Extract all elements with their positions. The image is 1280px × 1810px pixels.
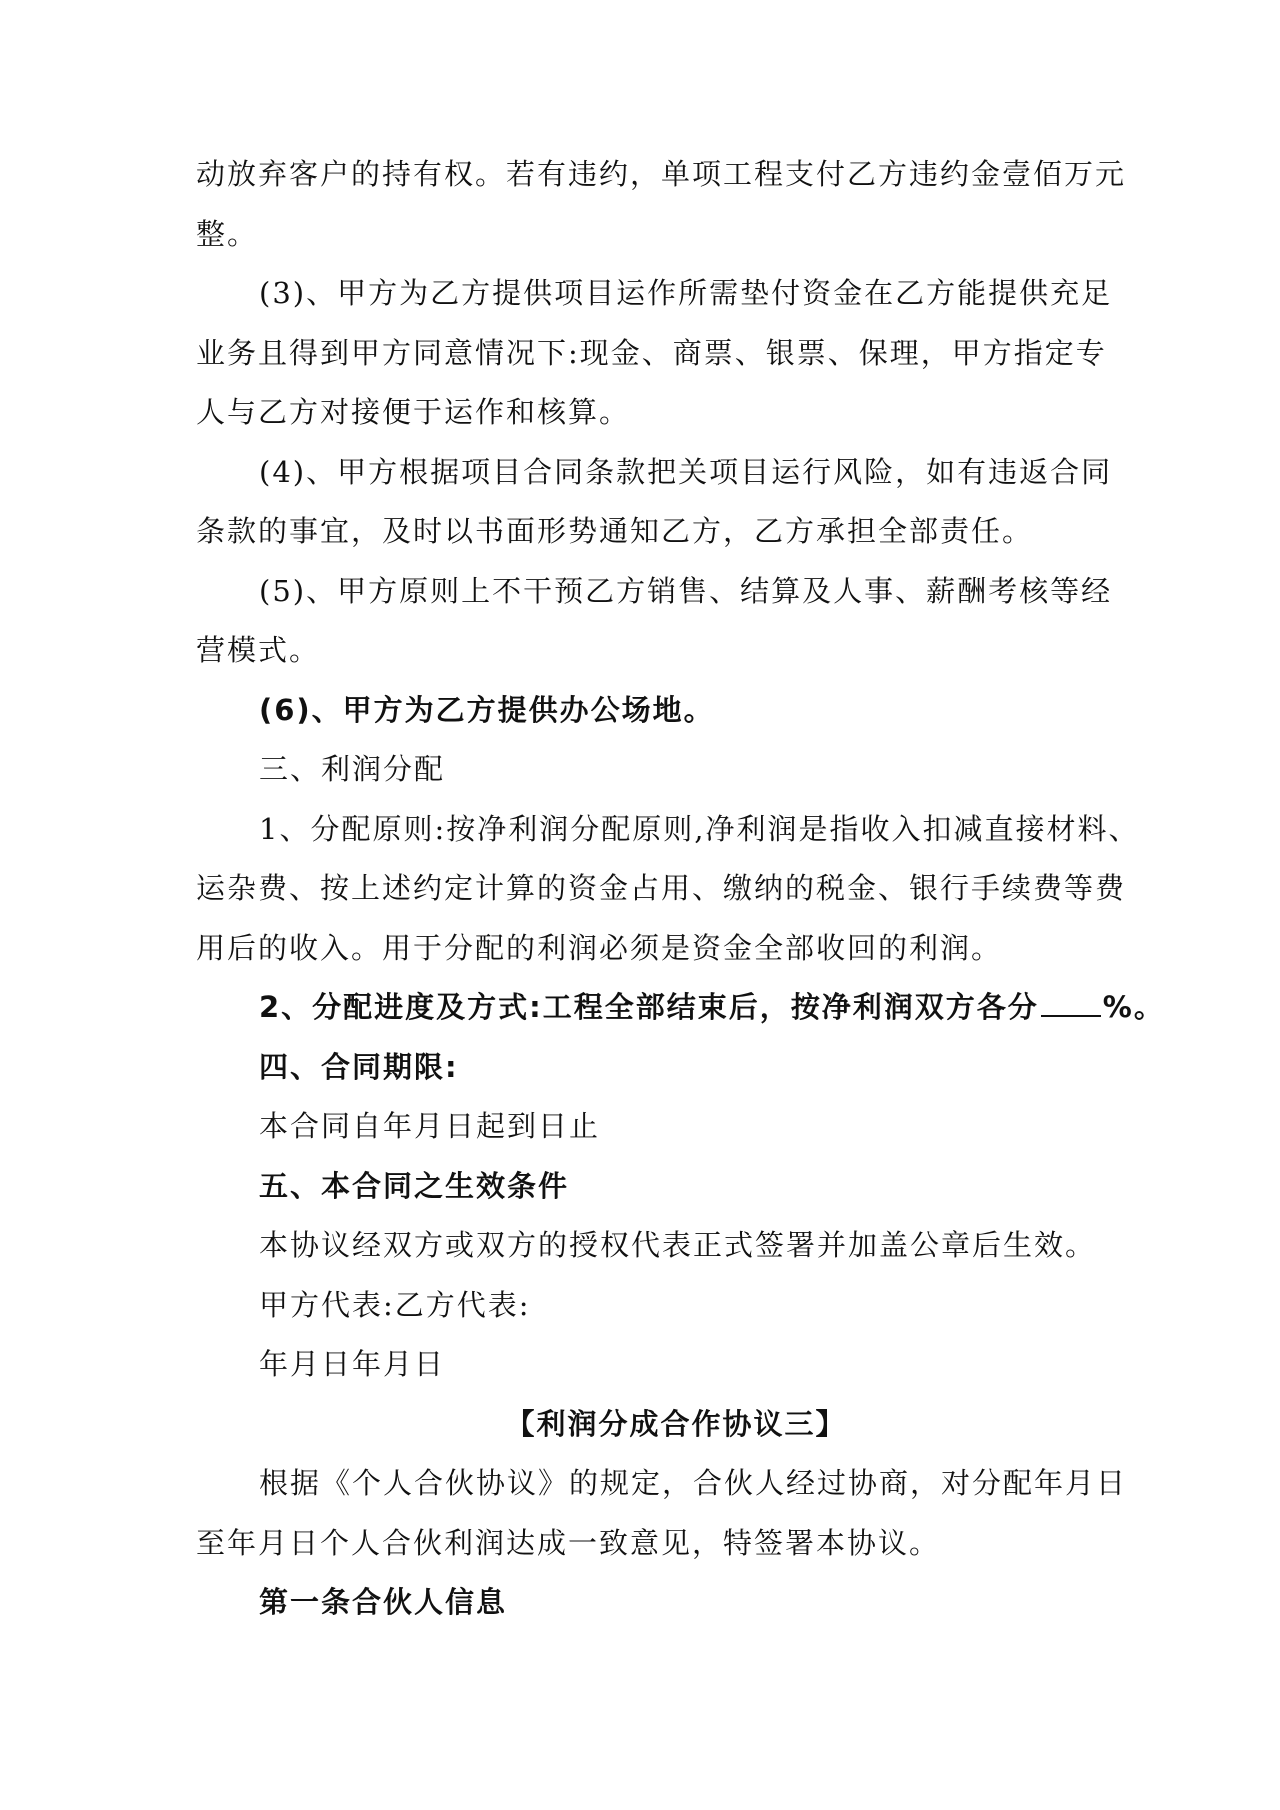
text-line: 用后的收入。用于分配的利润必须是资金全部收回的利润。 — [196, 930, 1003, 965]
text-line: 整。 — [196, 216, 259, 251]
article-1-heading: 第一条合伙人信息 — [259, 1585, 508, 1619]
section-heading-effective-conditions: 五、本合同之生效条件 — [259, 1168, 570, 1203]
distribution-method-text: 2、分配进度及方式:工程全部结束后，按净利润双方各分 — [259, 990, 1039, 1024]
text-line: 人与乙方对接便于运作和核算。 — [196, 395, 631, 429]
signature-dates: 年月日年月日 — [259, 1347, 446, 1381]
agreement-title: 【利润分成合作协议三】 — [505, 1406, 847, 1441]
section-heading-contract-term: 四、合同期限: — [259, 1049, 459, 1084]
clause-5: (5)、甲方原则上不干预乙方销售、结算及人事、薪酬考核等经 — [259, 573, 1113, 608]
percentage-sign: %。 — [1102, 990, 1165, 1024]
percentage-blank — [1041, 993, 1101, 1017]
contract-term-text: 本合同自年月日起到日止 — [259, 1109, 601, 1143]
distribution-method — [196, 978, 1165, 1038]
clause-4: (4)、甲方根据项目合同条款把关项目运行风险，如有违返合同 — [259, 454, 1113, 489]
document-body — [196, 145, 1165, 1633]
text-line: 运杂费、按上述约定计算的资金占用、缴纳的税金、银行手续费等费 — [196, 871, 1127, 905]
clause-6: (6)、甲方为乙方提供办公场地。 — [259, 692, 715, 727]
text-line: 条款的事宜，及时以书面形势通知乙方，乙方承担全部责任。 — [196, 514, 1034, 548]
distribution-principle: 1、分配原则:按净利润分配原则,净利润是指收入扣减直接材料、 — [259, 811, 1140, 846]
preamble: 根据《个人合伙协议》的规定，合伙人经过协商，对分配年月日 — [259, 1466, 1128, 1500]
clause-3: (3)、甲方为乙方提供项目运作所需垫付资金在乙方能提供充足 — [259, 276, 1113, 310]
signature-representatives: 甲方代表:乙方代表: — [259, 1287, 531, 1322]
text-line: 至年月日个人合伙利润达成一致意见，特签署本协议。 — [196, 1525, 941, 1560]
effective-conditions-text: 本协议经双方或双方的授权代表正式签署并加盖公章后生效。 — [259, 1228, 1097, 1262]
text-line: 动放弃客户的持有权。若有违约，单项工程支付乙方违约金壹佰万元 — [196, 157, 1127, 191]
text-line: 业务且得到甲方同意情况下:现金、商票、银票、保理，甲方指定专 — [196, 335, 1107, 370]
text-line: 营模式。 — [196, 633, 321, 667]
section-heading-profit-distribution: 三、利润分配 — [259, 752, 446, 786]
